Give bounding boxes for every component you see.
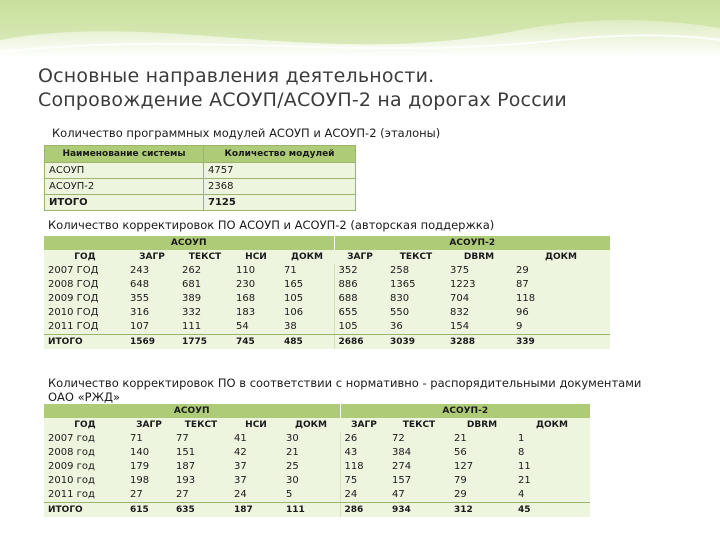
t2-group-asoup2: АСОУП-2 [334,236,610,250]
t3-cell: 615 [126,503,172,518]
t2-cell: 655 [334,306,386,320]
modules-header-name: Наименование системы [45,146,204,163]
t2-cell: 111 [178,320,232,335]
t3-cell: 286 [340,503,388,518]
modules-count: 4757 [204,163,356,179]
t3-cell: 30 [282,474,340,488]
section3-caption-line-2: ОАО «РЖД» [48,390,121,404]
section3-caption-line-1: Количество корректировок ПО в соответствии с нормативно - распорядительными документами [48,376,642,390]
t2-cell: 316 [126,306,178,320]
t3-cell: 43 [340,446,388,460]
t3-group-asoup2: АСОУП-2 [340,404,590,418]
t2-row-label: ИТОГО [44,335,126,350]
modules-table-row [45,195,356,211]
t2-group-asoup: АСОУП [44,236,334,250]
t3-cell: 8 [514,446,590,460]
t3-cell: 934 [388,503,450,518]
t3-cell: 71 [126,432,172,446]
t3-cell: 79 [450,474,514,488]
t3-cell: 140 [126,446,172,460]
t2-column-header: ГОД [44,250,126,264]
t2-cell: 832 [446,306,512,320]
t3-group-asoup: АСОУП [44,404,340,418]
t3-cell: 77 [172,432,230,446]
t2-cell: 87 [512,278,610,292]
author-support-table [44,236,610,349]
modules-table [44,145,356,211]
t2-cell: 332 [178,306,232,320]
t2-cell: 688 [334,292,386,306]
t2-cell: 704 [446,292,512,306]
modules-system-name: ИТОГО [45,195,204,211]
t2-cell: 262 [178,264,232,278]
t2-cell: 118 [512,292,610,306]
t2-cell: 1365 [386,278,446,292]
t2-table-row [44,278,610,292]
t3-cell: 179 [126,460,172,474]
t3-body [44,432,590,517]
t3-cell: 47 [388,488,450,503]
modules-table-row [45,163,356,179]
t3-cell: 21 [514,474,590,488]
t2-column-header: ТЕКСТ [386,250,446,264]
t2-cell: 105 [280,292,334,306]
t3-row-label: 2007 год [44,432,126,446]
t2-cell: 648 [126,278,178,292]
t2-column-header: DBRM [446,250,512,264]
t2-column-headers [44,250,610,264]
regulatory-table [44,404,590,517]
title-line-1: Основные направления деятельности. [38,65,435,87]
t3-cell: 4 [514,488,590,503]
t2-cell: 168 [232,292,280,306]
t2-cell: 485 [280,335,334,350]
t3-cell: 75 [340,474,388,488]
t2-cell: 165 [280,278,334,292]
t2-cell: 389 [178,292,232,306]
modules-system-name: АСОУП-2 [45,179,204,195]
section2-caption: Количество корректировок ПО АСОУП и АСОУП-2 (авторская поддержка) [48,218,495,232]
t3-cell: 111 [282,503,340,518]
t3-cell: 42 [230,446,282,460]
t3-table-row [44,432,590,446]
t3-cell: 37 [230,460,282,474]
t3-cell: 5 [282,488,340,503]
t2-cell: 54 [232,320,280,335]
t2-cell: 38 [280,320,334,335]
page-title [38,64,698,112]
t3-row-label: 2009 год [44,460,126,474]
t3-cell: 21 [450,432,514,446]
t3-row-label: ИТОГО [44,503,126,518]
t2-table-row [44,292,610,306]
t2-cell: 71 [280,264,334,278]
t2-table-row [44,306,610,320]
t2-cell: 3039 [386,335,446,350]
t3-cell: 21 [282,446,340,460]
t2-column-header: ДОКМ [512,250,610,264]
t2-cell: 29 [512,264,610,278]
t3-cell: 187 [230,503,282,518]
decorative-wave [0,0,720,70]
t2-cell: 154 [446,320,512,335]
t2-column-header: НСИ [232,250,280,264]
t2-cell: 243 [126,264,178,278]
t2-cell: 110 [232,264,280,278]
section1-caption: Количество программных модулей АСОУП и АСОУП-2 (эталоны) [52,126,441,140]
t2-cell: 230 [232,278,280,292]
t3-cell: 118 [340,460,388,474]
t2-table-row [44,320,610,335]
t3-cell: 45 [514,503,590,518]
t2-cell: 681 [178,278,232,292]
t2-cell: 9 [512,320,610,335]
t2-cell: 258 [386,264,446,278]
modules-table-body [45,163,356,211]
t2-row-label: 2011 ГОД [44,320,126,335]
t3-row-label: 2008 год [44,446,126,460]
t2-cell: 1223 [446,278,512,292]
t2-column-header: ДОКМ [280,250,334,264]
t3-table-row [44,503,590,518]
t3-column-header: ЗАГР [126,418,172,432]
modules-table-row [45,179,356,195]
t3-column-header: ТЕКСТ [172,418,230,432]
t2-cell: 550 [386,306,446,320]
t3-row-label: 2011 год [44,488,126,503]
t3-cell: 312 [450,503,514,518]
t2-cell: 107 [126,320,178,335]
t3-table-row [44,488,590,503]
modules-count: 2368 [204,179,356,195]
t2-column-header: ТЕКСТ [178,250,232,264]
t3-cell: 24 [340,488,388,503]
title-line-2: Сопровождение АСОУП/АСОУП-2 на дорогах России [38,89,567,111]
t3-cell: 72 [388,432,450,446]
t3-table-row [44,446,590,460]
t3-cell: 11 [514,460,590,474]
t3-cell: 1 [514,432,590,446]
t3-cell: 29 [450,488,514,503]
t3-table-row [44,474,590,488]
t3-cell: 127 [450,460,514,474]
t2-table-row [44,335,610,350]
t2-cell: 352 [334,264,386,278]
t3-cell: 30 [282,432,340,446]
t2-cell: 339 [512,335,610,350]
modules-count: 7125 [204,195,356,211]
t2-cell: 355 [126,292,178,306]
t3-cell: 37 [230,474,282,488]
t3-cell: 27 [172,488,230,503]
t3-cell: 193 [172,474,230,488]
t3-cell: 198 [126,474,172,488]
t3-column-headers [44,418,590,432]
t3-column-header: ТЕКСТ [388,418,450,432]
t3-column-header: НСИ [230,418,282,432]
t3-cell: 56 [450,446,514,460]
t2-column-header: ЗАГР [334,250,386,264]
t2-row-label: 2008 ГОД [44,278,126,292]
t3-cell: 24 [230,488,282,503]
modules-system-name: АСОУП [45,163,204,179]
t2-cell: 1775 [178,335,232,350]
t2-table-row [44,264,610,278]
t2-cell: 106 [280,306,334,320]
t2-cell: 183 [232,306,280,320]
t3-cell: 635 [172,503,230,518]
t3-cell: 187 [172,460,230,474]
t2-cell: 2686 [334,335,386,350]
modules-header-count: Количество модулей [204,146,356,163]
t2-cell: 1569 [126,335,178,350]
t2-cell: 3288 [446,335,512,350]
t3-cell: 384 [388,446,450,460]
t2-cell: 375 [446,264,512,278]
t2-cell: 830 [386,292,446,306]
t3-table-row [44,460,590,474]
t3-column-header: ЗАГР [340,418,388,432]
t2-cell: 886 [334,278,386,292]
t2-body [44,264,610,349]
t3-cell: 274 [388,460,450,474]
t3-cell: 151 [172,446,230,460]
t2-cell: 36 [386,320,446,335]
t3-row-label: 2010 год [44,474,126,488]
t2-row-label: 2007 ГОД [44,264,126,278]
t3-cell: 27 [126,488,172,503]
t3-cell: 25 [282,460,340,474]
t2-cell: 105 [334,320,386,335]
t3-column-header: ГОД [44,418,126,432]
t2-row-label: 2010 ГОД [44,306,126,320]
t3-column-header: ДОКМ [514,418,590,432]
t2-column-header: ЗАГР [126,250,178,264]
t3-column-header: DBRM [450,418,514,432]
t2-cell: 96 [512,306,610,320]
t3-column-header: ДОКМ [282,418,340,432]
t2-row-label: 2009 ГОД [44,292,126,306]
t2-cell: 745 [232,335,280,350]
t3-cell: 26 [340,432,388,446]
t3-cell: 41 [230,432,282,446]
t3-cell: 157 [388,474,450,488]
